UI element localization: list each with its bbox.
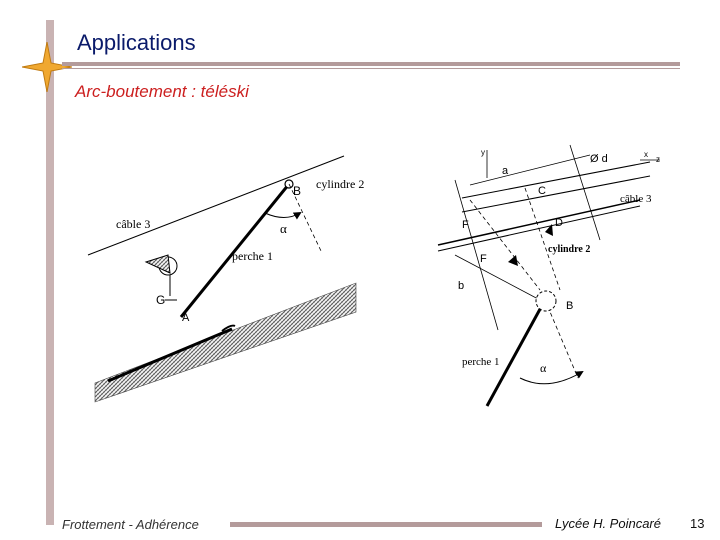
dim-line-b-left	[455, 180, 498, 330]
label-cable-left: câble 3	[116, 217, 151, 231]
cylinder-edge-right	[525, 188, 560, 290]
cylinder-B	[536, 291, 556, 311]
label-D: D	[555, 217, 563, 229]
cylinder-edge-left	[470, 200, 540, 290]
dim-line-a	[470, 155, 590, 185]
ski-slope	[95, 283, 356, 402]
alpha-arc	[265, 213, 300, 218]
label-cylindre-right: cylindre 2	[548, 244, 591, 255]
label-x: x	[644, 150, 648, 159]
footer-rule	[230, 522, 542, 527]
page-subtitle: Arc-boutement : téléski	[75, 82, 249, 101]
label-G: G	[156, 293, 166, 307]
label-cylindre-left: cylindre 2	[316, 177, 365, 191]
label-B-left: B	[293, 184, 302, 198]
page-number: 13	[690, 516, 705, 531]
perche-right	[487, 300, 545, 406]
label-perche-right: perche 1	[462, 356, 500, 368]
label-y: y	[481, 148, 485, 157]
label-C: C	[538, 185, 546, 197]
footer-course-title: Frottement - Adhérence	[62, 517, 199, 532]
label-alpha-right: α	[540, 361, 547, 375]
left-figure	[88, 156, 364, 402]
label-b: b	[458, 280, 465, 292]
label-F-top: F	[462, 219, 469, 231]
label-cable-right: câble 3	[620, 193, 652, 205]
label-perche-left: perche 1	[232, 249, 273, 263]
label-z: z	[656, 155, 660, 164]
cable-line	[88, 156, 344, 255]
label-a: a	[502, 165, 509, 177]
label-A: A	[182, 312, 190, 324]
page-title: Applications	[77, 30, 196, 55]
label-alpha-left: α	[280, 221, 287, 236]
label-diam: Ø d	[590, 153, 608, 165]
right-figure	[438, 145, 660, 406]
footer-school: Lycée H. Poincaré	[555, 516, 661, 531]
label-B-right: B	[566, 300, 574, 312]
label-F-mid: F	[480, 253, 487, 265]
b-dim	[455, 255, 540, 300]
force-arrow-F	[508, 255, 518, 266]
alpha-arc-right	[520, 372, 582, 384]
skier-hat	[146, 255, 170, 273]
